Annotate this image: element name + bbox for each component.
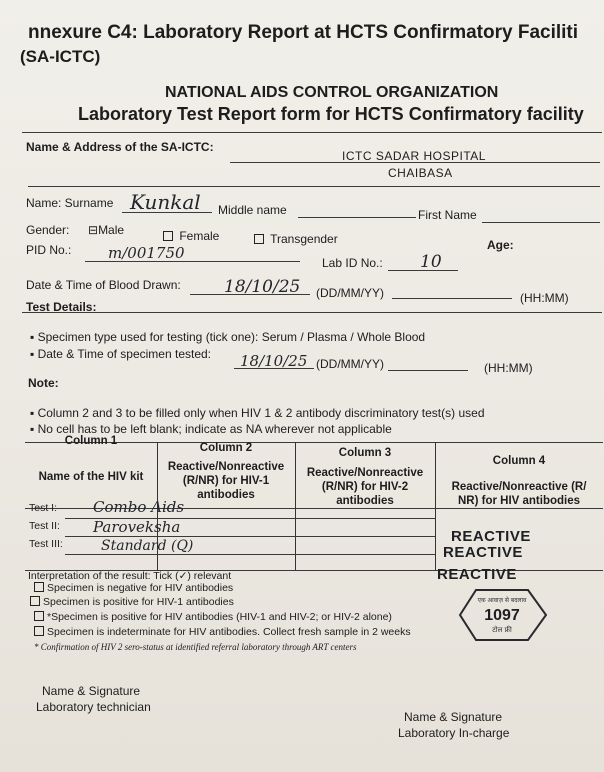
hiv-header — [435, 480, 603, 508]
test-1-result: REACTIVE — [451, 528, 531, 545]
interp-option-3-text: *Specimen is positive for HIV antibodies (HIV-1 and HIV-2; or HIV-2 alone) — [47, 611, 392, 623]
kit-name-header: Name of the HIV kit — [38, 471, 144, 483]
blood-date-format: (DD/MM/YY) — [316, 286, 384, 300]
gender-male-label: Male — [98, 223, 125, 237]
hiv2-header-l3: antibodies — [336, 495, 394, 507]
test-details-title: Test Details: — [26, 300, 97, 314]
interp-checkbox-3[interactable] — [34, 611, 44, 621]
interp-checkbox-4[interactable] — [34, 626, 44, 636]
tested-rule-1 — [234, 368, 314, 369]
test-2-kit: Paroveksha — [93, 518, 181, 536]
hiv1-header-l2: (R/NR) for HIV-1 — [182, 475, 270, 487]
address-rule-2 — [28, 186, 600, 187]
gender-female[interactable] — [163, 229, 219, 243]
hiv2-header-l2: (R/NR) for HIV-2 — [321, 481, 409, 493]
gender-transgender-label: Transgender — [270, 232, 338, 246]
hiv2-header-l1: Reactive/Nonreactive — [306, 467, 424, 479]
tested-time-format: (HH:MM) — [484, 361, 533, 375]
interp-checkbox-2[interactable] — [30, 596, 40, 606]
stamp-bottom-text: टोल फ्री — [492, 626, 512, 634]
col1-header: Column 1 — [64, 435, 118, 447]
interp-footnote: * Confirmation of HIV 2 sero-status at identified referral laboratory through ART centers — [34, 642, 357, 652]
middle-name-rule — [298, 217, 416, 218]
test-3-kit: Standard (Q) — [101, 538, 194, 554]
hiv1-header — [157, 460, 295, 502]
col2-header: Column 2 — [199, 442, 253, 454]
annexure-title: nnexure C4: Laboratory Report at HCTS Confirmatory Faciliti — [28, 22, 579, 43]
note-title: Note: — [28, 376, 59, 390]
specimen-type-text: Specimen type used for testing (tick one): Serum / Plasma / Whole Blood — [37, 330, 426, 344]
test-1-label: Test I: — [29, 502, 58, 514]
stamp-number: 1097 — [484, 607, 520, 624]
age-label: Age: — [487, 238, 514, 252]
annexure-subtitle: (SA-ICTC) — [20, 47, 101, 66]
hiv1-header-l3: antibodies — [197, 489, 255, 501]
test-2-rule — [65, 536, 435, 537]
test-3-rule — [65, 554, 435, 555]
surname-label: Name: Surname — [26, 196, 114, 210]
test-3-result: REACTIVE — [437, 566, 517, 583]
address-label: Name & Address of the SA-ICTC: — [26, 140, 214, 154]
lab-id-value: 10 — [420, 252, 442, 272]
gender-label: Gender: — [26, 223, 70, 237]
incharge-signature-label: Name & Signature — [404, 710, 503, 724]
first-name-rule — [482, 222, 600, 223]
interpretation-title: Interpretation of the result: Tick (✓) relevant — [28, 570, 232, 582]
stamp-top-text: एक आवाज़ से बदलाव — [477, 597, 527, 604]
hiv2-header — [295, 466, 435, 508]
tech-signature-label: Name & Signature — [42, 684, 141, 698]
interp-option-3[interactable] — [34, 611, 392, 623]
lab-id-label: Lab ID No.: — [322, 256, 383, 270]
pid-label: PID No.: — [26, 243, 72, 257]
middle-name-label: Middle name — [218, 203, 287, 217]
test-2-result: REACTIVE — [443, 544, 523, 561]
form-title: Laboratory Test Report form for HCTS Confirmatory facility — [78, 104, 584, 124]
hiv1-header-l1: Reactive/Nonreactive — [167, 461, 285, 473]
col3-header: Column 3 — [338, 447, 392, 459]
interp-option-1-text: Specimen is negative for HIV antibodies — [47, 582, 234, 594]
pid-value: m/001750 — [108, 244, 185, 262]
hiv-header-l1: Reactive/Nonreactive (R/ — [451, 481, 587, 493]
tech-role-label: Laboratory technician — [36, 700, 151, 714]
interp-checkbox-1[interactable] — [34, 582, 44, 592]
org-title: NATIONAL AIDS CONTROL ORGANIZATION — [165, 84, 499, 101]
female-checkbox[interactable] — [163, 231, 173, 241]
tested-rule-2 — [388, 370, 468, 371]
tested-date-label: Date & Time of specimen tested: — [37, 347, 212, 361]
divider-2 — [22, 312, 602, 313]
incharge-role-label: Laboratory In-charge — [398, 726, 510, 740]
blood-time-format: (HH:MM) — [520, 291, 569, 305]
interp-option-4[interactable] — [34, 626, 411, 638]
tested-date-value: 18/10/25 — [240, 352, 308, 370]
hiv-test-table — [25, 432, 603, 583]
helpline-stamp — [452, 585, 552, 645]
gender-female-label: Female — [179, 229, 220, 243]
surname-rule — [122, 212, 212, 213]
hiv-header-l2: NR) for HIV antibodies — [457, 495, 581, 507]
interp-option-2-text: Specimen is positive for HIV-1 antibodies — [43, 596, 234, 608]
transgender-checkbox[interactable] — [254, 234, 264, 244]
test-2-label: Test II: — [29, 520, 60, 532]
interp-option-2[interactable] — [30, 596, 234, 608]
blood-drawn-date: 18/10/25 — [224, 277, 301, 297]
test-3-label: Test III: — [29, 538, 63, 550]
tested-date: ▪ Date & Time of specimen tested: — [30, 347, 212, 361]
gender-transgender[interactable] — [254, 232, 338, 246]
note-2: ▪ No cell has to be left blank; indicate as NA wherever not applicable — [30, 422, 392, 436]
address-line1: ICTC SADAR HOSPITAL — [342, 149, 486, 163]
blood-drawn-label: Date & Time of Blood Drawn: — [26, 278, 181, 292]
note-2-text: No cell has to be left blank; indicate as NA wherever not applicable — [37, 422, 392, 436]
divider — [22, 132, 602, 133]
specimen-type: ▪ Specimen type used for testing (tick one): Serum / Plasma / Whole Blood — [30, 330, 426, 344]
pid-rule — [85, 261, 300, 262]
gender-male[interactable]: ⊟Male — [88, 223, 125, 237]
interp-option-4-text: Specimen is indeterminate for HIV antibodies. Collect fresh sample in 2 weeks — [47, 626, 411, 638]
interp-option-1[interactable] — [34, 582, 233, 594]
lab-id-rule — [388, 270, 458, 271]
note-1: ▪ Column 2 and 3 to be filled only when HIV 1 & 2 antibody discriminatory test(s) used — [30, 406, 485, 420]
test-1-kit: Combo Aids — [93, 498, 185, 516]
col4-header: Column 4 — [492, 455, 546, 467]
note-1-text: Column 2 and 3 to be filled only when HIV 1 & 2 antibody discriminatory test(s) used — [37, 406, 485, 420]
surname-value: Kunkal — [130, 190, 201, 214]
address-line2: CHAIBASA — [388, 166, 453, 180]
first-name-label: First Name — [418, 208, 477, 222]
blood-rule-2 — [392, 298, 512, 299]
address-rule — [230, 162, 600, 163]
tested-date-format: (DD/MM/YY) — [316, 357, 384, 371]
